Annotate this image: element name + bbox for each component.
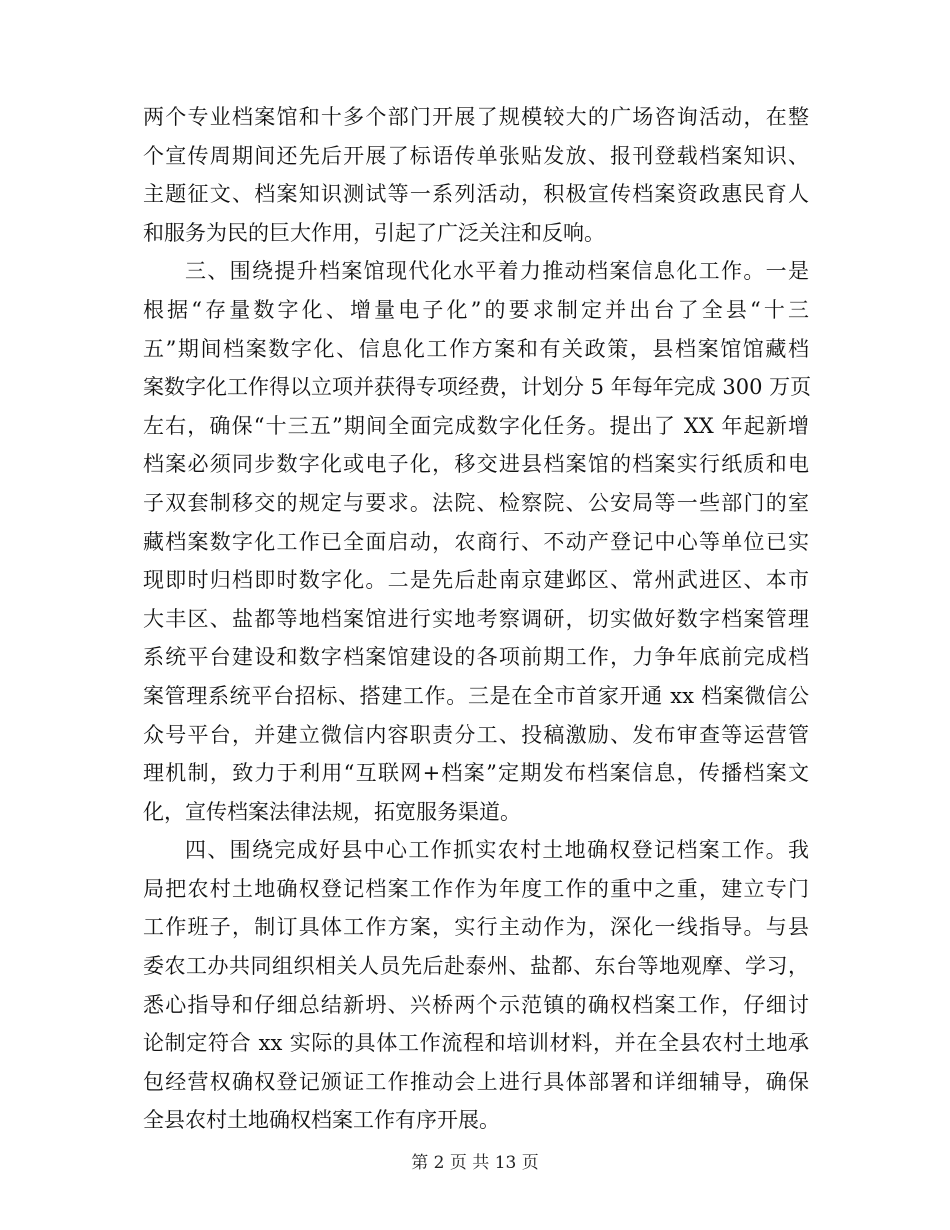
text-line: 三、围绕提升档案馆现代化水平着力推动档案信息化工作。一是 (185, 259, 809, 284)
text-line: 系统平台建设和数字档案馆建设的各项前期工作，力争年底前完成档 (143, 645, 809, 670)
text-line: 现即时归档即时数字化。二是先后赴南京建邺区、常州武进区、本市 (143, 568, 809, 593)
text-line: 论制定符合 xx 实际的具体工作流程和培训材料，并在全县农村土地承 (143, 1031, 809, 1056)
text-line: 个宣传周期间还先后开展了标语传单张贴发放、报刊登载档案知识、 (143, 143, 809, 168)
text-line: 化，宣传档案法律法规，拓宽服务渠道。 (143, 799, 521, 824)
text-line: 全县农村土地确权档案工作有序开展。 (143, 1108, 500, 1133)
text-line: 大丰区、盐都等地档案馆进行实地考察调研，切实做好数字档案管理 (143, 606, 809, 631)
text-line: 案管理系统平台招标、搭建工作。三是在全市首家开通 xx 档案微信公 (143, 683, 809, 708)
text-line: 理机制，致力于利用“互联网+档案”定期发布档案信息，传播档案文 (143, 761, 809, 786)
text-line: 众号平台，并建立微信内容职责分工、投稿激励、发布审查等运营管 (143, 722, 809, 747)
text-line: 包经营权确权登记颁证工作推动会上进行具体部署和详细辅导，确保 (143, 1069, 809, 1094)
text-line: 局把农村土地确权登记档案工作作为年度工作的重中之重，建立专门 (143, 876, 809, 901)
paragraph (143, 98, 809, 252)
page-number-footer: 第 2 页 共 13 页 (411, 1153, 539, 1173)
text-line: 悉心指导和仔细总结新坍、兴桥两个示范镇的确权档案工作，仔细讨 (143, 992, 809, 1017)
text-line: 档案必须同步数字化或电子化，移交进县档案馆的档案实行纸质和电 (143, 452, 809, 477)
text-line: 和服务为民的巨大作用，引起了广泛关注和反响。 (143, 220, 605, 245)
text-line: 案数字化工作得以立项并获得专项经费，计划分 5 年每年完成 300 万页 (143, 375, 812, 400)
text-line: 两个专业档案馆和十多个部门开展了规模较大的广场咨询活动，在整 (143, 105, 809, 129)
text-line: 左右，确保“十三五”期间全面完成数字化任务。提出了 XX 年起新增 (143, 413, 809, 438)
text-line: 五”期间档案数字化、信息化工作方案和有关政策，县档案馆馆藏档 (143, 336, 809, 361)
text-line: 四、围绕完成好县中心工作抓实农村土地确权登记档案工作。我 (185, 838, 809, 863)
text-line: 委农工办共同组织相关人员先后赴泰州、盐都、东台等地观摩、学习， (143, 954, 809, 979)
text-line: 子双套制移交的规定与要求。法院、检察院、公安局等一些部门的室 (143, 490, 809, 515)
text-line: 工作班子，制订具体工作方案，实行主动作为，深化一线指导。与县 (143, 915, 809, 940)
text-line: 根据“存量数字化、增量电子化”的要求制定并出台了全县“十三 (143, 297, 809, 322)
paragraph (143, 252, 812, 831)
text-line: 藏档案数字化工作已全面启动，农商行、不动产登记中心等单位已实 (143, 529, 809, 554)
document-body (143, 98, 812, 1140)
text-line: 主题征文、档案知识测试等一系列活动，积极宣传档案资政惠民育人 (143, 182, 809, 207)
paragraph (143, 831, 809, 1140)
